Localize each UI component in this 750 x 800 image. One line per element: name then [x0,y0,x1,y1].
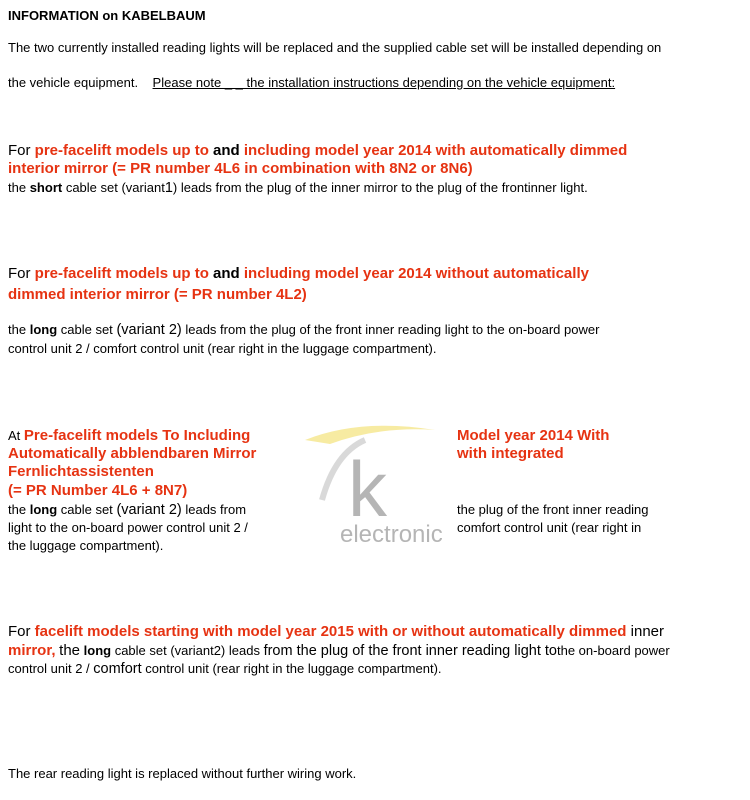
section3-body-variant: (variant 2) [116,502,182,518]
k-electronic-watermark [300,418,470,548]
section2-and: and [213,265,240,282]
section4-body2-a: control unit 2 / [8,661,90,676]
intro-line-1: The two currently installed reading lights will be replaced and the supplied cable set will be installed depending on [8,40,662,55]
section3-left-red-4: (= PR Number 4L6 + 8N7) [8,482,188,499]
section1-heading-line-2: interior mirror (= PR number 4L6 in combination with 8N2 or 8N6) [8,160,473,177]
section3-left-red-1: Pre-facelift models To Including [23,427,251,444]
section2-body-bold: long [29,322,58,337]
section4-the: the [59,642,81,659]
section4-red-1: facelift models starting with model year 2015 with or without automatically dimmed [34,623,627,640]
section4-body-rest-b: from the plug of the front inner reading light to [263,643,557,659]
section1-body-rest-b: ) leads from the plug of the inner mirror to the plug of the frontinner light. [172,180,588,195]
section4-prefix: For [8,623,31,640]
section2-heading-line-2: dimmed interior mirror (= PR number 4L2) [8,286,307,303]
section1-body-start: the [8,180,27,195]
intro-line-2-start: the vehicle equipment. [8,75,139,90]
section4-red-2: mirror, [8,642,56,659]
section3-right-body-2: comfort control unit (rear right in [457,520,642,535]
watermark-letter: k [348,445,387,533]
section3-left-body-3: the luggage compartment). [8,538,164,553]
section1-red-2: including model year 2014 with automatically dimmed [243,142,628,159]
section3-body-rest-a: cable set [60,502,113,517]
section3-body-start: the [8,502,27,517]
section1-body-rest-a: cable set (variant [65,180,165,195]
section4-body-bold: long [83,643,112,658]
section1-body [8,180,588,196]
section3-right-red-1: Model year 2014 With [457,427,610,444]
watermark-swoosh-icon [305,426,435,444]
section3-left-body-2: light to the on-board power control unit 2 / [8,520,248,535]
section2-prefix: For [8,265,31,282]
section3-prefix: At [8,428,21,443]
section3-right-red-2: with integrated [457,445,564,462]
section3-left-red-2: Automatically abblendbaren Mirror [8,445,257,462]
watermark-word: electronic [340,521,443,548]
section1-and: and [213,142,240,159]
section3-left-body-1 [8,502,246,518]
section2-body-line-1 [8,322,599,338]
intro-line-2 [8,75,615,90]
section1-red-1: pre-facelift models up to [34,142,209,159]
section4-body-rest-c: the on-board power [556,643,670,658]
section1-body-variant: 1 [164,180,173,196]
section1-heading-line-1 [8,142,627,159]
section1-prefix: For [8,142,31,159]
section2-heading-line-1 [8,265,589,282]
section4-line-3 [8,661,442,677]
section4-line-2 [8,642,670,659]
install-note: Please note _ _ the installation instructions depending on the vehicle equipment: [152,75,616,90]
section2-body-rest-b: leads from the plug of the front inner reading light to the on-board power [185,322,600,337]
section2-body-line-2: control unit 2 / comfort control unit (rear right in the luggage compartment). [8,341,437,356]
section3-right-body-1: the plug of the front inner reading [457,502,649,517]
section1-body-bold: short [29,180,63,195]
section3-left-red-3: Fernlichtassistenten [8,463,154,480]
section4-line1-end: inner [630,623,664,640]
document-title: INFORMATION on KABELBAUM [8,8,206,23]
section4-heading-line-1 [8,623,664,640]
section4-body2-b: comfort [93,661,142,677]
section3-left-line-1 [8,427,250,444]
section3-body-bold: long [29,502,58,517]
section2-red-1: pre-facelift models up to [34,265,209,282]
section2-red-2: including model year 2014 without automatically [243,265,589,282]
section2-body-rest-a: cable set [60,322,113,337]
section2-body-variant: (variant 2) [116,322,182,338]
footer-note: The rear reading light is replaced without further wiring work. [8,766,357,781]
section2-body-start: the [8,322,27,337]
section4-body2-c: control unit (rear right in the luggage compartment). [145,661,442,676]
section4-body-rest-a: cable set (variant2) leads [114,643,260,658]
section3-body-rest-b: leads from [185,502,247,517]
